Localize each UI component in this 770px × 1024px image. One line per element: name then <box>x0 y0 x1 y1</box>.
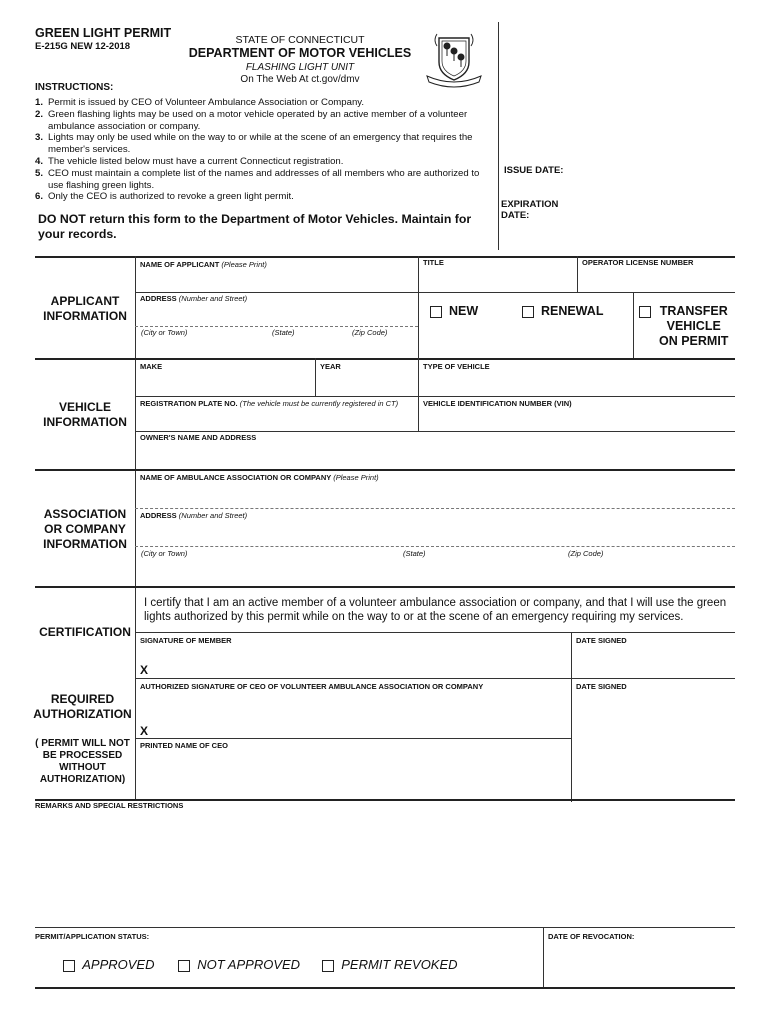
vehicle-section-title: VEHICLE INFORMATION <box>43 400 127 429</box>
title-field[interactable] <box>420 268 575 290</box>
form-number: E-215G NEW 12-2018 <box>35 41 131 52</box>
title-label: TITLE <box>423 258 444 267</box>
ceo-signature-field[interactable] <box>154 694 568 736</box>
list-item: 2. Green flashing lights may be used on a motor vehicle operated by an active member of a volunteer ambulance association or company. <box>35 108 468 132</box>
revocation-date-label: DATE OF REVOCATION: <box>548 932 635 941</box>
checkbox-icon <box>430 306 442 318</box>
list-item: 6. Only the CEO is authorized to revoke a green light permit. <box>35 191 294 203</box>
ceo-signature-label: AUTHORIZED SIGNATURE OF CEO OF VOLUNTEER AMBULANCE ASSOCIATION OR COMPANY <box>140 682 484 691</box>
department-name: DEPARTMENT OF MOTOR VEHICLES <box>188 46 412 60</box>
year-label: YEAR <box>320 362 341 371</box>
not-approved-checkbox[interactable]: NOT APPROVED <box>178 957 300 972</box>
checkbox-icon <box>639 306 651 318</box>
approved-checkbox[interactable]: APPROVED <box>63 957 154 972</box>
list-item: 5. CEO must maintain a complete list of the names and addresses of all members who are authorized to use flashing green lights. <box>35 167 480 191</box>
state-seal-icon <box>425 32 483 93</box>
status-label: PERMIT/APPLICATION STATUS: <box>35 932 150 941</box>
association-address-label: ADDRESS (Number and Street) <box>140 511 248 520</box>
remarks-label: REMARKS AND SPECIAL RESTRICTIONS <box>35 801 184 810</box>
unit-name: FLASHING LIGHT UNIT <box>245 62 355 73</box>
member-signature-label: SIGNATURE OF MEMBER <box>140 636 232 645</box>
association-address-field[interactable] <box>136 520 734 544</box>
revocation-date-field[interactable] <box>545 944 734 984</box>
checkbox-icon <box>178 960 190 972</box>
owner-field[interactable] <box>136 443 734 467</box>
association-section-title: ASSOCIATION OR COMPANY INFORMATION <box>43 507 127 551</box>
make-label: MAKE <box>140 362 163 371</box>
authorization-note: ( PERMIT WILL NOT BE PROCESSED WITHOUT AUTHORIZATION) <box>35 738 130 785</box>
vin-field[interactable] <box>420 408 734 430</box>
applicant-state-label: (State) <box>272 328 295 337</box>
association-name-field[interactable] <box>136 483 734 507</box>
association-name-label: NAME OF AMBULANCE ASSOCIATION OR COMPANY (Please Print) <box>140 473 379 482</box>
ceo-printed-name-field[interactable] <box>136 752 569 796</box>
association-city-label: (City or Town) <box>141 549 188 558</box>
member-date-field[interactable] <box>573 648 734 676</box>
new-checkbox[interactable]: NEW <box>430 304 478 318</box>
list-item: 1. Permit is issued by CEO of Volunteer Ambulance Association or Company. <box>35 97 365 108</box>
plate-label: REGISTRATION PLATE NO. (The vehicle must be currently registered in CT) <box>140 399 399 408</box>
list-item: 4. The vehicle listed below must have a current Connecticut registration. <box>35 155 344 167</box>
association-zip-label: (Zip Code) <box>568 549 604 558</box>
certification-section-title: CERTIFICATION <box>39 625 131 639</box>
ceo-printed-name-label: PRINTED NAME OF CEO <box>140 741 228 750</box>
plate-field[interactable] <box>136 408 416 430</box>
applicant-name-label: NAME OF APPLICANT (Please Print) <box>140 260 267 269</box>
owner-label: OWNER'S NAME AND ADDRESS <box>140 433 257 442</box>
applicant-section-title: APPLICANT INFORMATION <box>43 294 127 323</box>
operator-license-label: OPERATOR LICENSE NUMBER <box>582 258 694 267</box>
retention-notice: DO NOT return this form to the Department of Motor Vehicles. Maintain for your records. <box>38 212 472 241</box>
ceo-date-field[interactable] <box>573 694 734 794</box>
checkbox-icon <box>63 960 75 972</box>
certification-statement: I certify that I am an active member of a volunteer ambulance association or company, and that I will use the green lights authorized by this permit while on the way to or at the scene of an emergency requiring my services. <box>144 597 727 623</box>
year-field[interactable] <box>317 372 416 394</box>
list-item: 3. Lights may only be used while on the way to or while at the scene of an emergency that requires the member's services. <box>35 132 473 156</box>
form-title: GREEN LIGHT PERMIT <box>35 26 172 40</box>
applicant-city-label: (City or Town) <box>141 328 188 337</box>
authorization-section-title: REQUIRED AUTHORIZATION <box>33 692 132 721</box>
transfer-checkbox[interactable]: TRANSFER VEHICLE ON PERMIT <box>639 304 728 349</box>
make-field[interactable] <box>136 372 313 394</box>
vehicle-type-label: TYPE OF VEHICLE <box>423 362 490 371</box>
association-state-label: (State) <box>403 549 426 558</box>
website: On The Web At ct.gov/dmv <box>240 74 360 85</box>
applicant-address-field[interactable] <box>136 303 416 325</box>
applicant-zip-label: (Zip Code) <box>352 328 388 337</box>
operator-license-field[interactable] <box>579 268 734 290</box>
ceo-date-label: DATE SIGNED <box>576 682 627 691</box>
vehicle-type-field[interactable] <box>420 372 734 394</box>
expiration-date-label: EXPIRATION DATE: <box>501 199 559 221</box>
member-signature-field[interactable] <box>154 648 568 676</box>
instructions-list <box>35 97 490 203</box>
renewal-checkbox[interactable]: RENEWAL <box>522 304 603 318</box>
state-name: STATE OF CONNECTICUT <box>235 34 365 46</box>
issue-date-label: ISSUE DATE: <box>504 165 564 176</box>
x-mark: X <box>140 724 149 738</box>
checkbox-icon <box>522 306 534 318</box>
applicant-address-label: ADDRESS (Number and Street) <box>140 294 248 303</box>
instructions-heading: INSTRUCTIONS: <box>35 82 114 93</box>
remarks-field[interactable] <box>35 812 735 924</box>
applicant-name-field[interactable] <box>136 268 416 290</box>
member-date-label: DATE SIGNED <box>576 636 627 645</box>
permit-revoked-checkbox[interactable]: PERMIT REVOKED <box>322 957 458 972</box>
checkbox-icon <box>322 960 334 972</box>
vin-label: VEHICLE IDENTIFICATION NUMBER (VIN) <box>423 399 572 408</box>
x-mark: X <box>140 663 149 677</box>
